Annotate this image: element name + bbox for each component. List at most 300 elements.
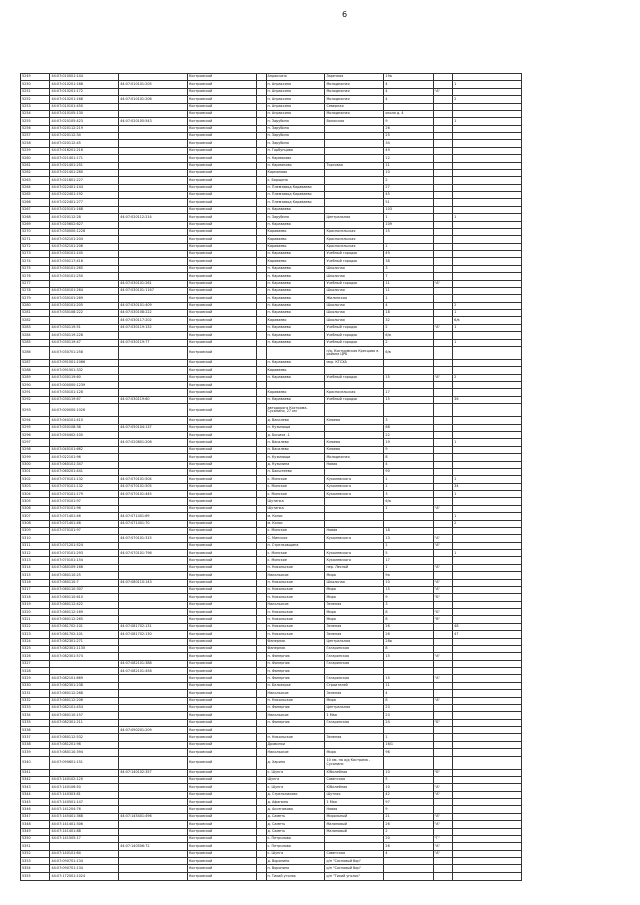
table-row <box>21 616 522 623</box>
table-cell: с. Минское <box>266 491 325 498</box>
table-cell <box>325 184 384 191</box>
table-cell <box>453 133 522 140</box>
table-cell <box>433 806 453 813</box>
table-cell <box>453 579 522 586</box>
table-cell: 22 <box>384 432 433 439</box>
table-cell: "Г" <box>433 835 453 842</box>
table-cell <box>256 579 266 586</box>
table-cell: 5257 <box>21 133 50 140</box>
table-cell: п. Караваево <box>266 287 325 294</box>
table-cell: п. Никольское <box>266 623 325 630</box>
table-cell <box>325 382 384 389</box>
table-row <box>21 476 522 483</box>
table-cell <box>384 359 433 366</box>
table-cell <box>433 520 453 527</box>
table-cell <box>256 542 266 549</box>
table-cell <box>256 550 266 557</box>
table-cell <box>256 367 266 374</box>
table-row <box>21 690 522 697</box>
table-cell <box>256 835 266 842</box>
table-cell: д. Аксениково <box>266 806 325 813</box>
table-cell <box>119 382 188 389</box>
table-cell: Костромской <box>187 712 256 719</box>
table-cell <box>453 236 522 243</box>
table-cell <box>325 668 384 675</box>
table-cell: Костромской <box>187 133 256 140</box>
table-row <box>21 813 522 820</box>
table-cell <box>325 432 384 439</box>
table-cell: 44:07:040101:410 <box>50 417 119 424</box>
table-cell <box>433 454 453 461</box>
table-cell: Мирольный <box>325 813 384 820</box>
table-cell: 5296 <box>21 432 50 439</box>
table-row <box>21 858 522 865</box>
table-cell <box>433 828 453 835</box>
table-cell: 44:07:030119:77 <box>119 339 188 346</box>
table-row <box>21 719 522 726</box>
table-row <box>21 527 522 534</box>
table-cell <box>325 741 384 748</box>
table-cell: 44:07:145401:368 <box>50 813 119 820</box>
table-cell: п. Зарубино <box>266 214 325 221</box>
table-cell <box>256 110 266 117</box>
table-cell: Костромской <box>187 835 256 842</box>
table-cell: 5341 <box>21 769 50 776</box>
table-row <box>21 653 522 660</box>
table-cell: Костромской <box>187 88 256 95</box>
table-cell <box>119 74 188 81</box>
table-cell: д. Саметь <box>266 813 325 820</box>
table-cell <box>433 550 453 557</box>
table-cell <box>433 734 453 741</box>
table-cell <box>453 601 522 608</box>
table-cell <box>256 638 266 645</box>
table-cell: Костромской <box>187 865 256 872</box>
table-cell: Северная <box>325 103 384 110</box>
table-cell <box>256 103 266 110</box>
table-cell: 5307 <box>21 513 50 520</box>
table-cell: 5306 <box>21 505 50 512</box>
table-cell <box>119 858 188 865</box>
table-cell: 44:07:030119:67 <box>50 396 119 403</box>
bottom-margin <box>20 881 522 901</box>
table-cell: 9а <box>384 572 433 579</box>
table-cell: Никольское <box>266 712 325 719</box>
table-cell: Костромской <box>187 727 256 734</box>
table-cell <box>453 660 522 667</box>
table-cell <box>453 147 522 154</box>
table-cell: 44:07:070101:179 <box>50 491 119 498</box>
table-cell <box>119 359 188 366</box>
table-cell <box>256 461 266 468</box>
table-cell: Новая <box>325 806 384 813</box>
table-cell <box>256 287 266 294</box>
table-cell <box>256 140 266 147</box>
table-cell: 5352 <box>21 850 50 857</box>
table-cell: 5254 <box>21 110 50 117</box>
table-row <box>21 821 522 828</box>
table-cell <box>433 206 453 213</box>
table-body <box>21 74 522 881</box>
table-row <box>21 404 522 417</box>
table-cell: Костромской <box>187 660 256 667</box>
table-cell: Школьная <box>325 265 384 272</box>
table-cell: 2 <box>453 302 522 309</box>
table-cell: 44:07:070101:132 <box>50 483 119 490</box>
table-row <box>21 872 522 880</box>
table-cell <box>384 404 433 417</box>
table-cell <box>384 367 433 374</box>
table-cell: мкр. КГСХА <box>325 359 384 366</box>
table-cell <box>433 251 453 258</box>
table-row <box>21 280 522 287</box>
table-cell: п. Белозерье <box>266 682 325 689</box>
table-cell: п. Караваево <box>266 251 325 258</box>
table-cell: 5304 <box>21 491 50 498</box>
table-cell: Костромской <box>187 623 256 630</box>
table-cell <box>453 535 522 542</box>
table-cell <box>119 609 188 616</box>
table-cell <box>453 404 522 417</box>
table-cell: 44:07:020112:219 <box>50 125 119 132</box>
table-cell: 44:07:010101:205 <box>119 81 188 88</box>
table-cell: 44:07:080112:265 <box>50 616 119 623</box>
table-cell: 5294 <box>21 417 50 424</box>
table-cell: 5291 <box>21 389 50 396</box>
table-cell: Костромской <box>187 601 256 608</box>
table-cell: 44:07:020112:45 <box>50 140 119 147</box>
table-cell <box>266 346 325 359</box>
table-cell: 8 <box>384 697 433 704</box>
table-cell: Мира <box>325 609 384 616</box>
table-cell <box>256 96 266 103</box>
table-cell <box>256 535 266 542</box>
table-cell: 15 <box>384 675 433 682</box>
table-cell: Костромской <box>187 806 256 813</box>
table-cell: 3 <box>384 491 433 498</box>
table-cell: 10 <box>384 769 433 776</box>
table-cell <box>119 103 188 110</box>
table-cell <box>453 712 522 719</box>
table-cell <box>453 346 522 359</box>
table-cell <box>453 653 522 660</box>
table-cell <box>119 258 188 265</box>
table-cell: 5342 <box>21 776 50 783</box>
table-cell <box>256 339 266 346</box>
table-cell: 5260 <box>21 155 50 162</box>
table-cell: Гагаринская <box>325 660 384 667</box>
table-cell: Клюева <box>325 417 384 424</box>
table-cell <box>433 396 453 403</box>
table-cell: Костромской <box>187 734 256 741</box>
table-cell: п. Никольское <box>266 609 325 616</box>
table-cell <box>256 653 266 660</box>
table-cell <box>325 177 384 184</box>
table-cell <box>256 162 266 169</box>
table-cell <box>256 734 266 741</box>
table-cell <box>119 527 188 534</box>
table-cell: п. Племзавод Караваево <box>266 184 325 191</box>
table-cell: Костромской <box>187 339 256 346</box>
table-cell: Шутинка <box>266 505 325 512</box>
table-cell: 38 <box>384 258 433 265</box>
table-cell: Костромской <box>187 389 256 396</box>
table-cell <box>453 690 522 697</box>
table-cell: п. Фанерник <box>266 653 325 660</box>
table-cell <box>119 690 188 697</box>
table-cell: Костромской <box>187 374 256 381</box>
table-cell <box>453 155 522 162</box>
table-cell: 27 <box>384 184 433 191</box>
table-cell: 44:07:070101:293 <box>50 550 119 557</box>
table-cell: 44:07:030119:47 <box>50 339 119 346</box>
table-cell <box>453 638 522 645</box>
table-row <box>21 542 522 549</box>
table-cell <box>256 374 266 381</box>
table-cell: 2 <box>384 324 433 331</box>
table-cell <box>119 177 188 184</box>
table-cell: Центральная <box>325 214 384 221</box>
table-cell <box>256 432 266 439</box>
table-cell: 5343 <box>21 784 50 791</box>
table-cell <box>119 147 188 154</box>
table-cell <box>256 821 266 828</box>
table-cell: Советская <box>325 850 384 857</box>
table-cell <box>453 645 522 652</box>
table-cell <box>119 110 188 117</box>
table-cell <box>256 454 266 461</box>
table-cell <box>256 382 266 389</box>
table-cell <box>325 169 384 176</box>
table-cell: п. Кузьмищи <box>266 424 325 431</box>
table-cell: Костромской <box>187 74 256 81</box>
table-cell: "А" <box>433 791 453 798</box>
table-cell: 5353 <box>21 858 50 865</box>
table-cell: Костромской <box>187 586 256 593</box>
table-cell: п. Караваево <box>266 295 325 302</box>
table-row <box>21 697 522 704</box>
table-cell: 5322 <box>21 623 50 630</box>
table-cell <box>119 865 188 872</box>
table-cell <box>453 461 522 468</box>
table-cell: 18 <box>384 527 433 534</box>
table-cell: 5325 <box>21 645 50 652</box>
table-cell <box>433 103 453 110</box>
table-cell <box>256 125 266 132</box>
table-cell: 44:07:140106:50 <box>50 784 119 791</box>
table-cell: 34 <box>453 483 522 490</box>
table-cell: 90 <box>384 468 433 475</box>
table-cell: Молодежная <box>325 96 384 103</box>
table-cell: Костромской <box>187 359 256 366</box>
table-cell: 103 <box>384 206 433 213</box>
table-row <box>21 184 522 191</box>
table-cell: 44:07:070101:796 <box>119 550 188 557</box>
table-cell: 44:07:030101:205 <box>50 302 119 309</box>
table-cell <box>256 177 266 184</box>
table-cell: 5278 <box>21 287 50 294</box>
table-cell: Костромской <box>187 265 256 272</box>
table-cell <box>433 243 453 250</box>
table-row <box>21 682 522 689</box>
table-row <box>21 660 522 667</box>
table-cell <box>119 221 188 228</box>
table-cell: 44:07:030101:128 <box>50 389 119 396</box>
table-cell <box>453 417 522 424</box>
table-cell: Костромской <box>187 192 256 199</box>
table-row <box>21 192 522 199</box>
table-cell: Мира <box>325 749 384 756</box>
table-cell: 17 <box>384 389 433 396</box>
table-cell <box>433 236 453 243</box>
table-cell <box>256 417 266 424</box>
table-cell: Костромской <box>187 155 256 162</box>
table-cell: Куколевского <box>325 550 384 557</box>
table-cell <box>256 806 266 813</box>
table-cell: 44:07:081702:130 <box>119 631 188 638</box>
table-row <box>21 446 522 453</box>
table-cell <box>453 734 522 741</box>
table-cell <box>433 799 453 806</box>
table-cell: п. Карманово <box>266 162 325 169</box>
table-cell: 5279 <box>21 295 50 302</box>
table-cell: Молодежная <box>325 110 384 117</box>
table-cell: 5333 <box>21 704 50 711</box>
table-cell: с. Минское <box>266 527 325 534</box>
table-cell <box>256 756 266 769</box>
table-cell: Караваево <box>266 228 325 235</box>
table-cell <box>119 872 188 880</box>
table-cell: 44:07:141401:88 <box>50 828 119 835</box>
table-cell <box>433 228 453 235</box>
table-cell: 1 <box>453 550 522 557</box>
table-cell <box>256 799 266 806</box>
table-cell: Костромской <box>187 572 256 579</box>
table-cell: С. Минское <box>266 535 325 542</box>
table-cell: Костромской <box>187 382 256 389</box>
table-cell <box>256 527 266 534</box>
table-cell: "А" <box>433 784 453 791</box>
table-row <box>21 177 522 184</box>
table-cell <box>50 439 119 446</box>
table-cell <box>453 280 522 287</box>
table-cell <box>256 784 266 791</box>
table-cell: 8 <box>384 616 433 623</box>
table-cell <box>119 192 188 199</box>
table-cell: Костромской <box>187 258 256 265</box>
table-cell: 5314 <box>21 564 50 571</box>
table-cell <box>453 103 522 110</box>
table-cell <box>453 594 522 601</box>
table-cell: Апраксино <box>266 74 325 81</box>
table-cell: 44:07:010201:168 <box>50 96 119 103</box>
table-cell: 5280 <box>21 302 50 309</box>
table-cell <box>256 843 266 850</box>
table-cell <box>453 828 522 835</box>
table-cell: Костромской <box>187 645 256 652</box>
table-cell: 44:07:082301:1135 <box>50 645 119 652</box>
table-cell: "А" <box>433 697 453 704</box>
table-cell <box>384 520 433 527</box>
table-cell: 9 <box>384 446 433 453</box>
table-cell: Костромской <box>187 273 256 280</box>
table-cell <box>50 769 119 776</box>
table-cell: 8 <box>384 645 433 652</box>
table-cell: 1 Мая <box>325 712 384 719</box>
table-cell <box>256 88 266 95</box>
table-cell <box>453 668 522 675</box>
table-cell: п. Никольское <box>266 579 325 586</box>
table-cell: 44:07:010101:206 <box>119 96 188 103</box>
table-cell <box>119 653 188 660</box>
table-cell <box>453 258 522 265</box>
table-cell <box>433 461 453 468</box>
table-cell: 5292 <box>21 396 50 403</box>
table-cell <box>433 346 453 359</box>
table-cell <box>119 243 188 250</box>
table-cell: Костромской <box>187 513 256 520</box>
table-cell <box>453 206 522 213</box>
table-cell: Никольское <box>266 601 325 608</box>
table-cell <box>256 660 266 667</box>
table-row <box>21 287 522 294</box>
table-cell: д. Афанино <box>266 799 325 806</box>
table-row <box>21 74 522 81</box>
table-cell <box>384 865 433 872</box>
table-cell <box>256 719 266 726</box>
table-cell: п. Никольское <box>266 631 325 638</box>
table-cell: 5329 <box>21 675 50 682</box>
table-cell: Шутная <box>325 791 384 798</box>
table-cell <box>433 302 453 309</box>
table-cell: Костромской <box>187 653 256 660</box>
table-cell <box>256 310 266 317</box>
table-cell: Костромской <box>187 432 256 439</box>
table-cell <box>433 265 453 272</box>
table-cell: п. Апраксино <box>266 81 325 88</box>
table-cell: 5309 <box>21 527 50 534</box>
table-cell: 5282 <box>21 317 50 324</box>
table-cell <box>384 103 433 110</box>
table-cell: Костромской <box>187 741 256 748</box>
table-cell <box>433 690 453 697</box>
table-cell: 44:07:080110:610 <box>50 594 119 601</box>
table-cell <box>119 133 188 140</box>
table-cell: 5269 <box>21 221 50 228</box>
table-cell: 44:07:080112:422 <box>50 601 119 608</box>
table-cell: Костромской <box>187 332 256 339</box>
table-cell <box>433 623 453 630</box>
table-cell: 5332 <box>21 697 50 704</box>
table-cell: 44:07:030101:145 <box>50 251 119 258</box>
table-cell <box>433 712 453 719</box>
table-row <box>21 339 522 346</box>
table-cell <box>256 424 266 431</box>
table-cell <box>433 749 453 756</box>
table-cell: 28а <box>384 638 433 645</box>
table-row <box>21 668 522 675</box>
table-row <box>21 273 522 280</box>
table-cell: 5344 <box>21 791 50 798</box>
table-cell: 5348 <box>21 821 50 828</box>
table-cell: автодорога Кострома-Сусанино, 27 км <box>266 404 325 417</box>
table-row <box>21 221 522 228</box>
table-cell: Костромской <box>187 505 256 512</box>
table-row <box>21 389 522 396</box>
table-cell: 44:07:071401:46 <box>50 513 119 520</box>
table-cell: Костромской <box>187 594 256 601</box>
table-cell: Малиновый <box>325 821 384 828</box>
